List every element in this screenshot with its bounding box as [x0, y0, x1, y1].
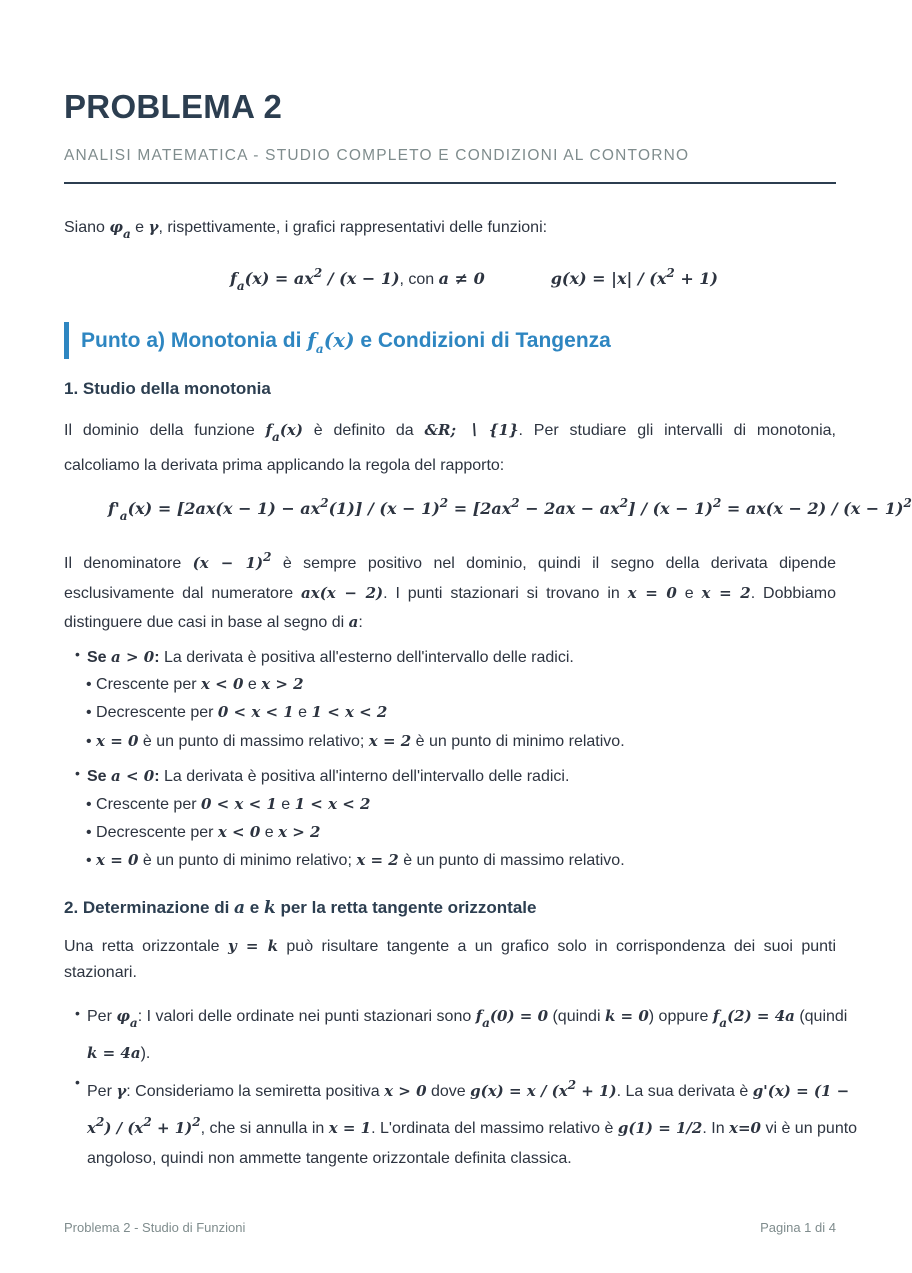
subsection-heading: 1. Studio della monotonia [64, 379, 271, 398]
math-g-definition: $g(x) = |x| / (x^2 + 1)$ [550, 266, 718, 288]
paragraph-domain: Il dominio della funzione $f_a(x)$ è definito da &R; ∖ {1}. Per studiare gli intervalli di monotonia, calcoliamo la derivata prima applicando la regola del rapporto: [64, 421, 836, 474]
intro-text: Siano [64, 219, 110, 236]
list-subitem: • Decrescente per 0 < x < 1 e 1 < x < 2 [86, 703, 388, 721]
list-subitem: • Crescente per 0 < x < 1 e 1 < x < 2 [86, 795, 371, 813]
function-definitions [230, 258, 718, 301]
intro-paragraph [64, 214, 547, 247]
math-gamma: γ [148, 218, 159, 236]
section-heading: Punto a) Monotonia di $f_a(x)$ e Condizioni di Tangenza [81, 328, 611, 356]
footer-page-number: Pagina 1 di 4 [760, 1220, 836, 1235]
subsection-heading: 2. Determinazione di a e k per la retta tangente orizzontale [64, 898, 537, 918]
document-page: PROBLEMA 2 ANALISI MATEMATICA - STUDIO COMPLETO E CONDIZIONI AL CONTORNO Siano $\varphi_a$ e γ, rispettivamente, i grafici rappresentativi delle funzioni: $f_a(x) = ax^2 / (x - 1)$, con a ≠ 0 $g(x) = |x| / (x^2 + 1)$ Punto a) Monotonia di $f_a(x)$ e Condizioni di Tangenza 1. Studio della monotonia Il dominio della funzione $f_a(x)$ è definito da &R; ∖ {1}. Per studiare gli intervalli di monotonia, calcoliamo la derivata prima applicando la regola del rapporto: $f'_a(x) = [2ax(x - 1) - ax^2(1)] / (x - 1)^2 = [2ax^2 - 2ax - ax^2] / (x - 1)^2 = ax(x - 2) / (x - 1)^2$ Il denominatore $(x - 1)^2$ è sempre positivo nel dominio, quindi il segno della derivata dipende esclusivamente dal numeratore ax(x − 2). I punti stazionari si trovano in x = 0 e x = 2. Dobbiamo distinguere due casi in base al segno di a: • Se a > 0: La derivata è positiva all'esterno dell'intervallo delle radici. • Crescente per x < 0 e x > 2 • Decrescente per 0 < x < 1 e 1 < x < 2 • x = 0 è un punto di massimo relativo; x = 2 è un punto di minimo relativo. • Se a < 0: La derivata è positiva all'interno dell'intervallo delle radici. • Crescente per 0 < x < 1 e 1 < x < 2 • Decrescente per x < 0 e x > 2 • x = 0 è un punto di minimo relativo; x = 2 è un punto di massimo relativo. 2. Determinazione di a e k per la retta tangente orizzontale Una retta orizzontale y = k può risultare tangente a un grafico solo in corrispondenza dei suoi punti stazionari. • Per $\varphi_a$: I valori delle ordinate nei punti stazionari sono $f_a(0) = 0$ (quindi k = 0) oppure $f_a(2) = 4a$ (quindi k = 4a). • Per γ: Consideriamo la semiretta positiva x > 0 dove $g(x) = x / (x^2 + 1)$. La sua derivata è g'(x) = (1 − $x^2) / (x^2 + 1)^2$, che si annulla in x = 1. L'ordinata del massimo relativo è g(1) = 1/2. In x=0 vi è un punto angoloso, quindi non ammette tangente orizzontale definita classica. Problema 2 - Studio di Funzioni Pagina 1 di 4 [64, 88, 912, 1235]
text-con: , con [399, 271, 439, 288]
list-subitem: • Decrescente per x < 0 e x > 2 [86, 823, 321, 841]
math-f-definition: $f_a(x) = ax^2 / (x - 1)$ [230, 266, 400, 293]
paragraph-sign: Il denominatore $(x - 1)^2$ è sempre positivo nel dominio, quindi il segno della derivata dipende esclusivamente dal numeratore ax(x − 2). I punti stazionari si trovano in x = 0 e x = 2. Dobbiamo distinguere due casi in base al segno di a: [64, 550, 837, 631]
math-condition: a ≠ 0 [438, 269, 485, 288]
paragraph-tangent: Una retta orizzontale y = k può risultare tangente a un grafico solo in corrispondenza dei suoi punti stazionari. [64, 937, 837, 981]
page-title: PROBLEMA 2 [64, 88, 283, 125]
title-divider [64, 182, 836, 184]
list-subitem: • x = 0 è un punto di minimo relativo; x = 2 è un punto di massimo relativo. [86, 851, 625, 869]
page-subtitle: ANALISI MATEMATICA - STUDIO COMPLETO E CONDIZIONI AL CONTORNO [64, 147, 690, 164]
list-subitem: • Crescente per x < 0 e x > 2 [86, 675, 304, 693]
section-accent-bar [64, 322, 69, 359]
footer-document-name: Problema 2 - Studio di Funzioni [64, 1220, 246, 1235]
list-subitem: • x = 0 è un punto di massimo relativo; x = 2 è un punto di minimo relativo. [86, 732, 625, 750]
intro-text: , rispettivamente, i grafici rappresentativi delle funzioni: [158, 219, 548, 236]
derivative-formula: $f'_a(x) = [2ax(x - 1) - ax^2(1)] / (x - 1)^2 = [2ax^2 - 2ax - ax^2] / (x - 1)^2 = ax(x - 2) / (x - 1)^2$ [108, 496, 912, 523]
intro-text: e [130, 219, 149, 236]
math-phi: $\varphi_a$ [109, 218, 131, 241]
